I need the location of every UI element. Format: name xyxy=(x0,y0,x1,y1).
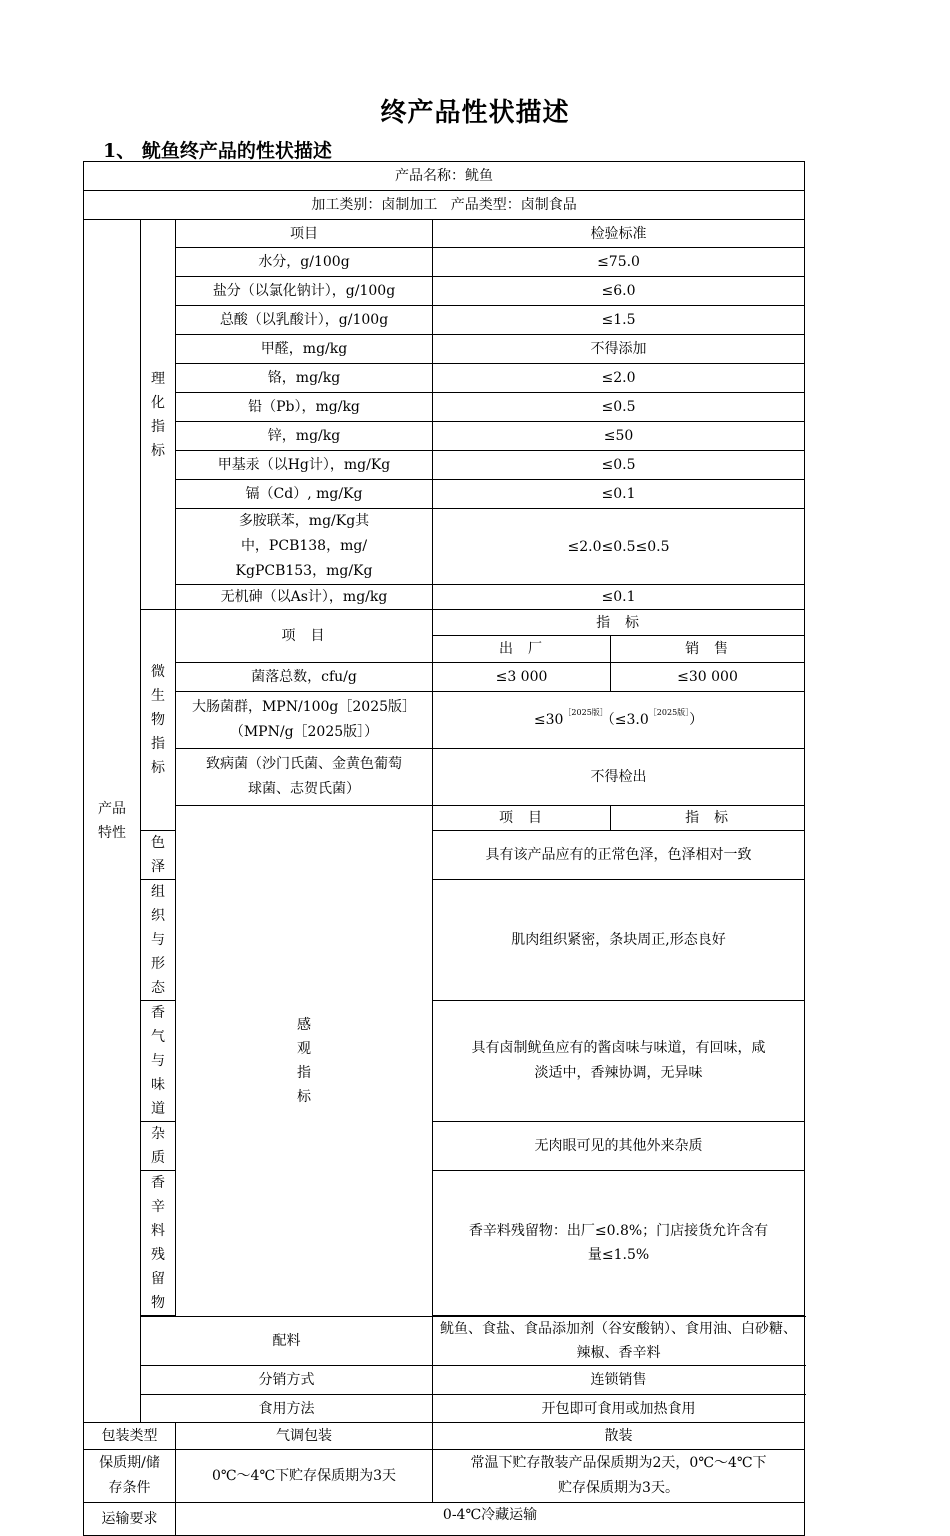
packaging-value-1: 气调包装 xyxy=(176,1423,433,1450)
table-row xyxy=(84,692,805,749)
table-row xyxy=(84,749,805,806)
table-row xyxy=(84,364,805,393)
phys-chem-group-label: 理 化 指 标 xyxy=(141,220,176,610)
index-cell: 香辛料残留物：出厂≤0.8%；门店接货允许含有 量≤1.5% xyxy=(433,1171,805,1316)
distribution-value: 连锁销售 xyxy=(433,1366,805,1395)
usage-label: 食用方法 xyxy=(141,1395,433,1423)
usage-value: 开包即可食用或加热食用 xyxy=(433,1395,805,1423)
item-cell: 镉（Cd）, mg/Kg xyxy=(176,480,433,509)
ingredients-label: 配料 xyxy=(141,1317,433,1366)
standard-cell: 不得添加 xyxy=(433,335,805,364)
standard-cell: ≤1.5 xyxy=(433,306,805,335)
table-row xyxy=(84,1423,805,1450)
product-name-cell: 产品名称：鱿鱼 xyxy=(84,162,805,191)
shelf-life-value-1: 0℃～4℃下贮存保质期为3天 xyxy=(176,1450,433,1503)
standard-cell: ≤0.1 xyxy=(433,585,805,610)
table-row xyxy=(84,610,805,636)
coliform-close: ） xyxy=(689,712,704,728)
table-row xyxy=(84,162,805,191)
item-cell: 色泽 xyxy=(141,831,176,880)
column-header-sale: 销 售 xyxy=(611,636,805,663)
table-row xyxy=(84,480,805,509)
product-category-cell: 加工类别：卤制加工 产品类型：卤制食品 xyxy=(84,191,805,220)
standard-cell: ≤50 xyxy=(433,422,805,451)
section-heading: 1、 鱿鱼终产品的性状描述 xyxy=(103,140,332,162)
index-cell: 具有该产品应有的正常色泽，色泽相对一致 xyxy=(433,831,805,880)
item-cell: 香气与味道 xyxy=(141,1001,176,1122)
coliform-value-cell xyxy=(433,692,805,749)
table-row xyxy=(84,1503,805,1536)
table-row xyxy=(84,335,805,364)
index-cell: 肌肉组织紧密，条块周正,形态良好 xyxy=(433,880,805,1001)
item-cell: 总酸（以乳酸计），g/100g xyxy=(176,306,433,335)
table-row xyxy=(84,1450,805,1503)
standard-cell: ≤6.0 xyxy=(433,277,805,306)
standard-cell: ≤2.0≤0.5≤0.5 xyxy=(433,509,805,585)
table-row xyxy=(84,220,805,248)
pathogen-value-cell: 不得检出 xyxy=(433,749,805,806)
item-cell: 铬，mg/kg xyxy=(176,364,433,393)
table-row xyxy=(84,422,805,451)
column-header-index: 指 标 xyxy=(433,610,805,636)
table-row xyxy=(84,248,805,277)
table-row xyxy=(84,451,805,480)
item-cell: 菌落总数，cfu/g xyxy=(176,663,433,692)
item-cell: 锌，mg/kg xyxy=(176,422,433,451)
sale-value-cell: ≤30 000 xyxy=(611,663,805,692)
index-cell: 无肉眼可见的其他外来杂质 xyxy=(433,1122,805,1171)
table-row xyxy=(84,509,805,585)
product-characteristics-label: 产品 特性 xyxy=(84,220,141,1423)
index-cell: 具有卤制鱿鱼应有的酱卤味与味道，有回味，咸 淡适中，香辣协调，无异味 xyxy=(433,1001,805,1122)
distribution-label: 分销方式 xyxy=(141,1366,433,1395)
item-cell: 水分，g/100g xyxy=(176,248,433,277)
table-row xyxy=(84,1317,805,1366)
standard-cell: ≤0.5 xyxy=(433,451,805,480)
product-spec-table xyxy=(83,161,805,1536)
table-row xyxy=(84,306,805,335)
column-header-item: 项目 xyxy=(176,220,433,248)
item-cell: 甲醛，mg/kg xyxy=(176,335,433,364)
table-row xyxy=(84,277,805,306)
item-cell: 多胺联苯，mg/Kg其 中，PCB138，mg/ KgPCB153，mg/Kg xyxy=(176,509,433,585)
table-row xyxy=(84,1395,805,1423)
ingredients-value: 鱿鱼、食盐、食品添加剂（谷安酸钠）、食用油、白砂糖、辣椒、香辛料 xyxy=(433,1317,805,1366)
micro-group-label: 微 生 物 指 标 xyxy=(141,610,176,831)
factory-value-cell: ≤3 000 xyxy=(433,663,611,692)
packaging-value-2: 散装 xyxy=(433,1423,805,1450)
standard-cell: ≤2.0 xyxy=(433,364,805,393)
column-header-factory: 出 厂 xyxy=(433,636,611,663)
column-header-standard: 检验标准 xyxy=(433,220,805,248)
column-header-item: 项 目 xyxy=(176,610,433,663)
table-row xyxy=(84,806,805,831)
table-row xyxy=(84,1366,805,1395)
item-cell: 大肠菌群，MPN/100g［2025版］ （MPN/g［2025版］） xyxy=(176,692,433,749)
table-row xyxy=(84,585,805,610)
table-row xyxy=(84,393,805,422)
sensory-group-label: 感 观 指 标 xyxy=(176,806,433,1317)
item-cell: 盐分（以氯化钠计），g/100g xyxy=(176,277,433,306)
coliform-factory-value: ≤30 xyxy=(533,712,564,728)
column-header-index: 指 标 xyxy=(611,806,805,831)
item-cell: 无机砷（以As计），mg/kg xyxy=(176,585,433,610)
item-cell: 致病菌（沙门氏菌、金黄色葡萄 球菌、志贺氏菌） xyxy=(176,749,433,806)
shelf-life-label: 保质期/储 存条件 xyxy=(84,1450,176,1503)
item-cell: 香辛料残留物 xyxy=(141,1171,176,1316)
item-cell: 杂质 xyxy=(141,1122,176,1171)
column-header-item: 项 目 xyxy=(433,806,611,831)
transport-value: 0-4℃冷藏运输 xyxy=(176,1503,805,1536)
standard-cell: ≤0.5 xyxy=(433,393,805,422)
item-cell: 铅（Pb），mg/kg xyxy=(176,393,433,422)
page-title: 终产品性状描述 xyxy=(380,98,570,128)
table-row xyxy=(84,191,805,220)
standard-cell: ≤75.0 xyxy=(433,248,805,277)
item-cell: 组织与形态 xyxy=(141,880,176,1001)
table-row xyxy=(84,663,805,692)
shelf-life-value-2: 常温下贮存散装产品保质期为2天，0℃～4℃下 贮存保质期为3天。 xyxy=(433,1450,805,1503)
standard-cell: ≤0.1 xyxy=(433,480,805,509)
transport-label: 运输要求 xyxy=(84,1503,176,1536)
packaging-label: 包装类型 xyxy=(84,1423,176,1450)
coliform-version-note: ［2025版］ xyxy=(648,708,690,717)
coliform-version-note: ［2025版］ xyxy=(563,708,608,717)
coliform-sale-value: （≤3.0 xyxy=(607,712,649,728)
item-cell: 甲基汞（以Hg计），mg/Kg xyxy=(176,451,433,480)
